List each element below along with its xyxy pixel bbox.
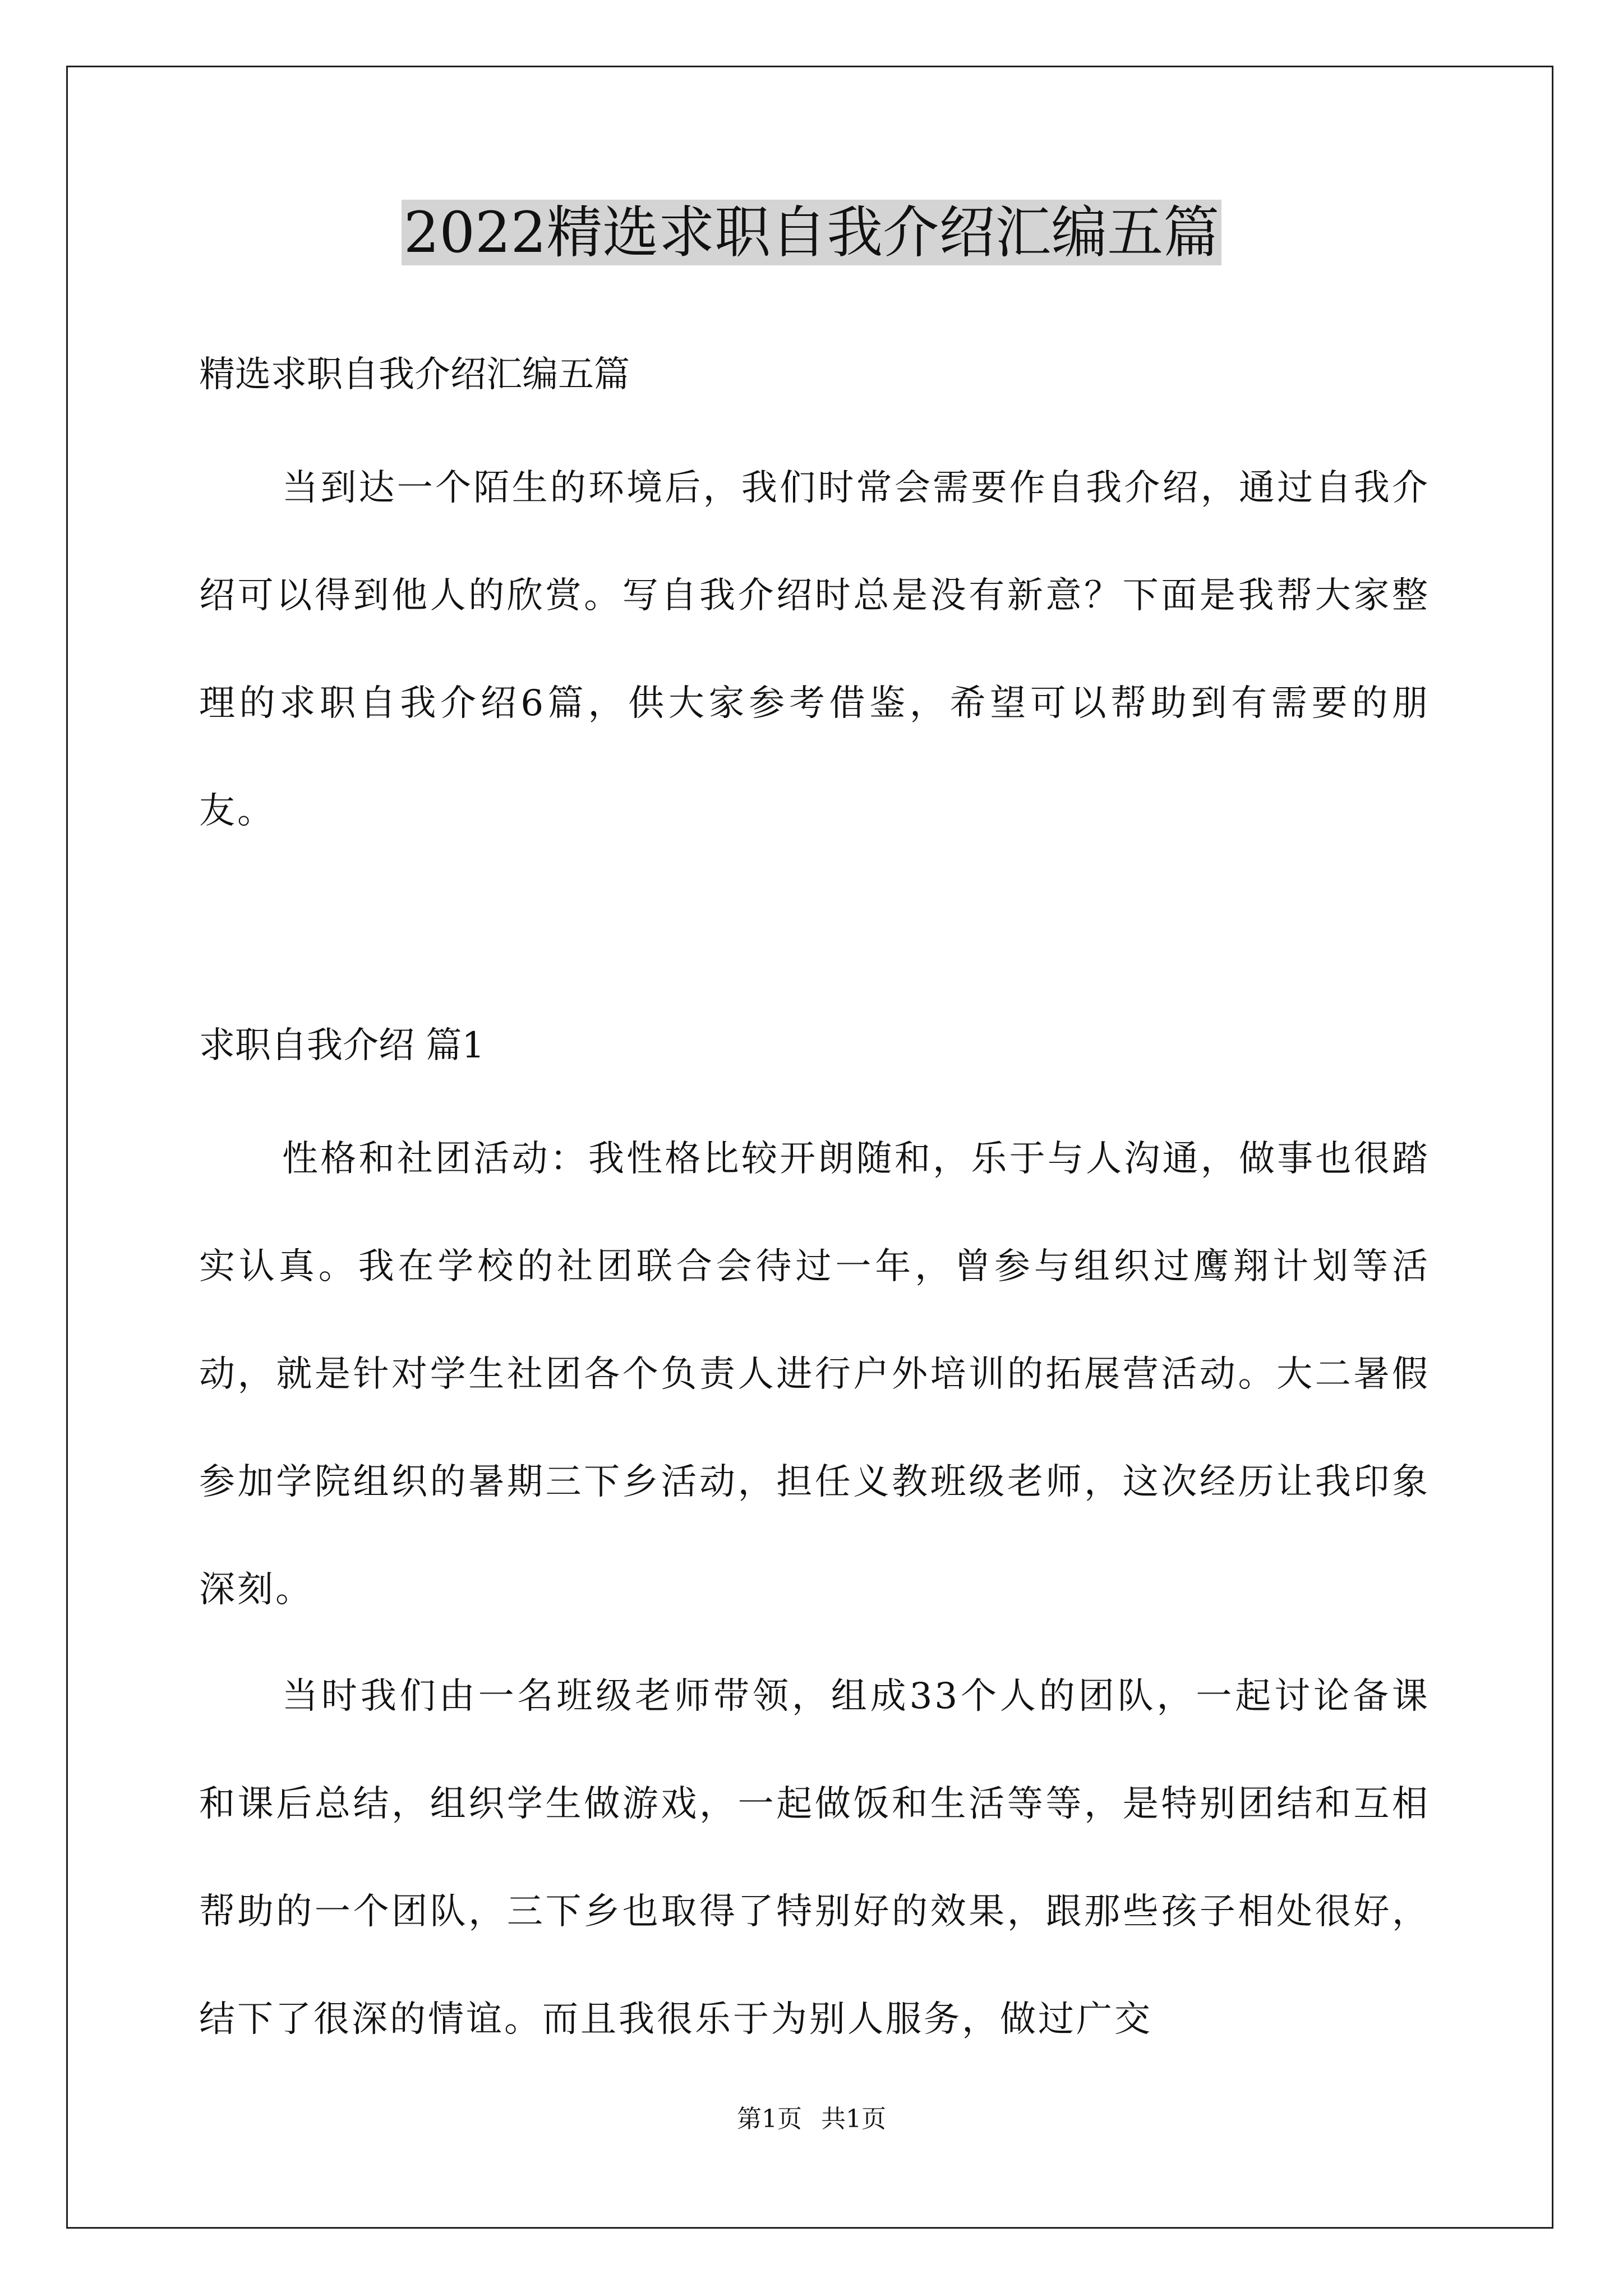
section-paragraph-2: 当时我们由一名班级老师带领，组成33个人的团队，一起讨论备课和课后总结，组织学生做游戏，一起做饭和生活等等，是特别团结和互相帮助的一个团队，三下乡也取得了特别好的效果，跟那些孩子相处很好，结下了很深的情谊。而且我很乐于为别人服务，做过广交 (199, 1676, 1430, 2040)
document-title (0, 196, 1623, 269)
section-paragraph-1: 性格和社团活动：我性格比较开朗随和，乐于与人沟通，做事也很踏实认真。我在学校的社团联合会待过一年，曾参与组织过鹰翔计划等活动，就是针对学生社团各个负责人进行户外培训的拓展营活动。大二暑假参加学院组织的暑期三下乡活动，担任义教班级老师，这次经历让我印象深刻。 (199, 1138, 1430, 1611)
document-title-text: 2022精选求职自我介绍汇编五篇 (402, 200, 1222, 265)
section-heading: 求职自我介绍 篇1 (199, 1025, 485, 1066)
page-footer: 第1页 共1页 (737, 2105, 886, 2133)
intro-paragraph: 当到达一个陌生的环境后，我们时常会需要作自我介绍，通过自我介绍可以得到他人的欣赏。写自我介绍时总是没有新意？下面是我帮大家整理的求职自我介绍6篇，供大家参考借鉴，希望可以帮助到有需要的朋友。 (199, 467, 1430, 832)
document-subtitle: 精选求职自我介绍汇编五篇 (199, 354, 630, 395)
